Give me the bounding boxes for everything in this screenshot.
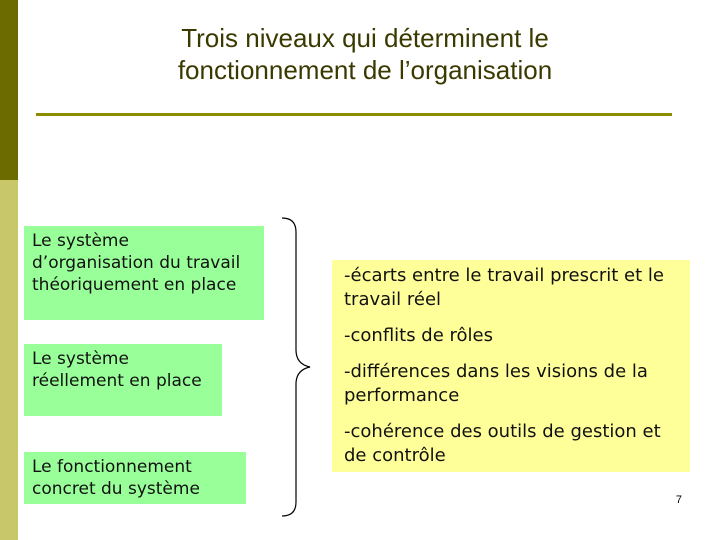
issue-item: -cohérence des outils de gestion et de contrôle — [344, 421, 661, 466]
title-line-2: fonctionnement de l’organisation — [177, 55, 553, 85]
level-box-concrete: Le fonctionnement concret du système — [24, 452, 246, 504]
issue-item: -différences dans les visions de la performance — [344, 361, 648, 406]
title-divider — [36, 113, 672, 116]
side-band-light — [0, 180, 18, 540]
side-band-dark — [0, 0, 18, 180]
title-line-1: Trois niveaux qui déterminent le — [181, 23, 549, 53]
slide-title — [60, 22, 670, 86]
issue-item: -écarts entre le travail prescrit et le travail réel — [344, 265, 664, 310]
level-box-actual: Le système réellement en place — [24, 344, 222, 416]
issue-item: -conflits de rôles — [344, 325, 494, 346]
curly-brace-icon — [276, 214, 316, 520]
level-box-theoretical: Le système d’organisation du travail théoriquement en place — [24, 226, 264, 320]
issues-box — [332, 260, 690, 472]
page-number: 7 — [675, 494, 682, 506]
